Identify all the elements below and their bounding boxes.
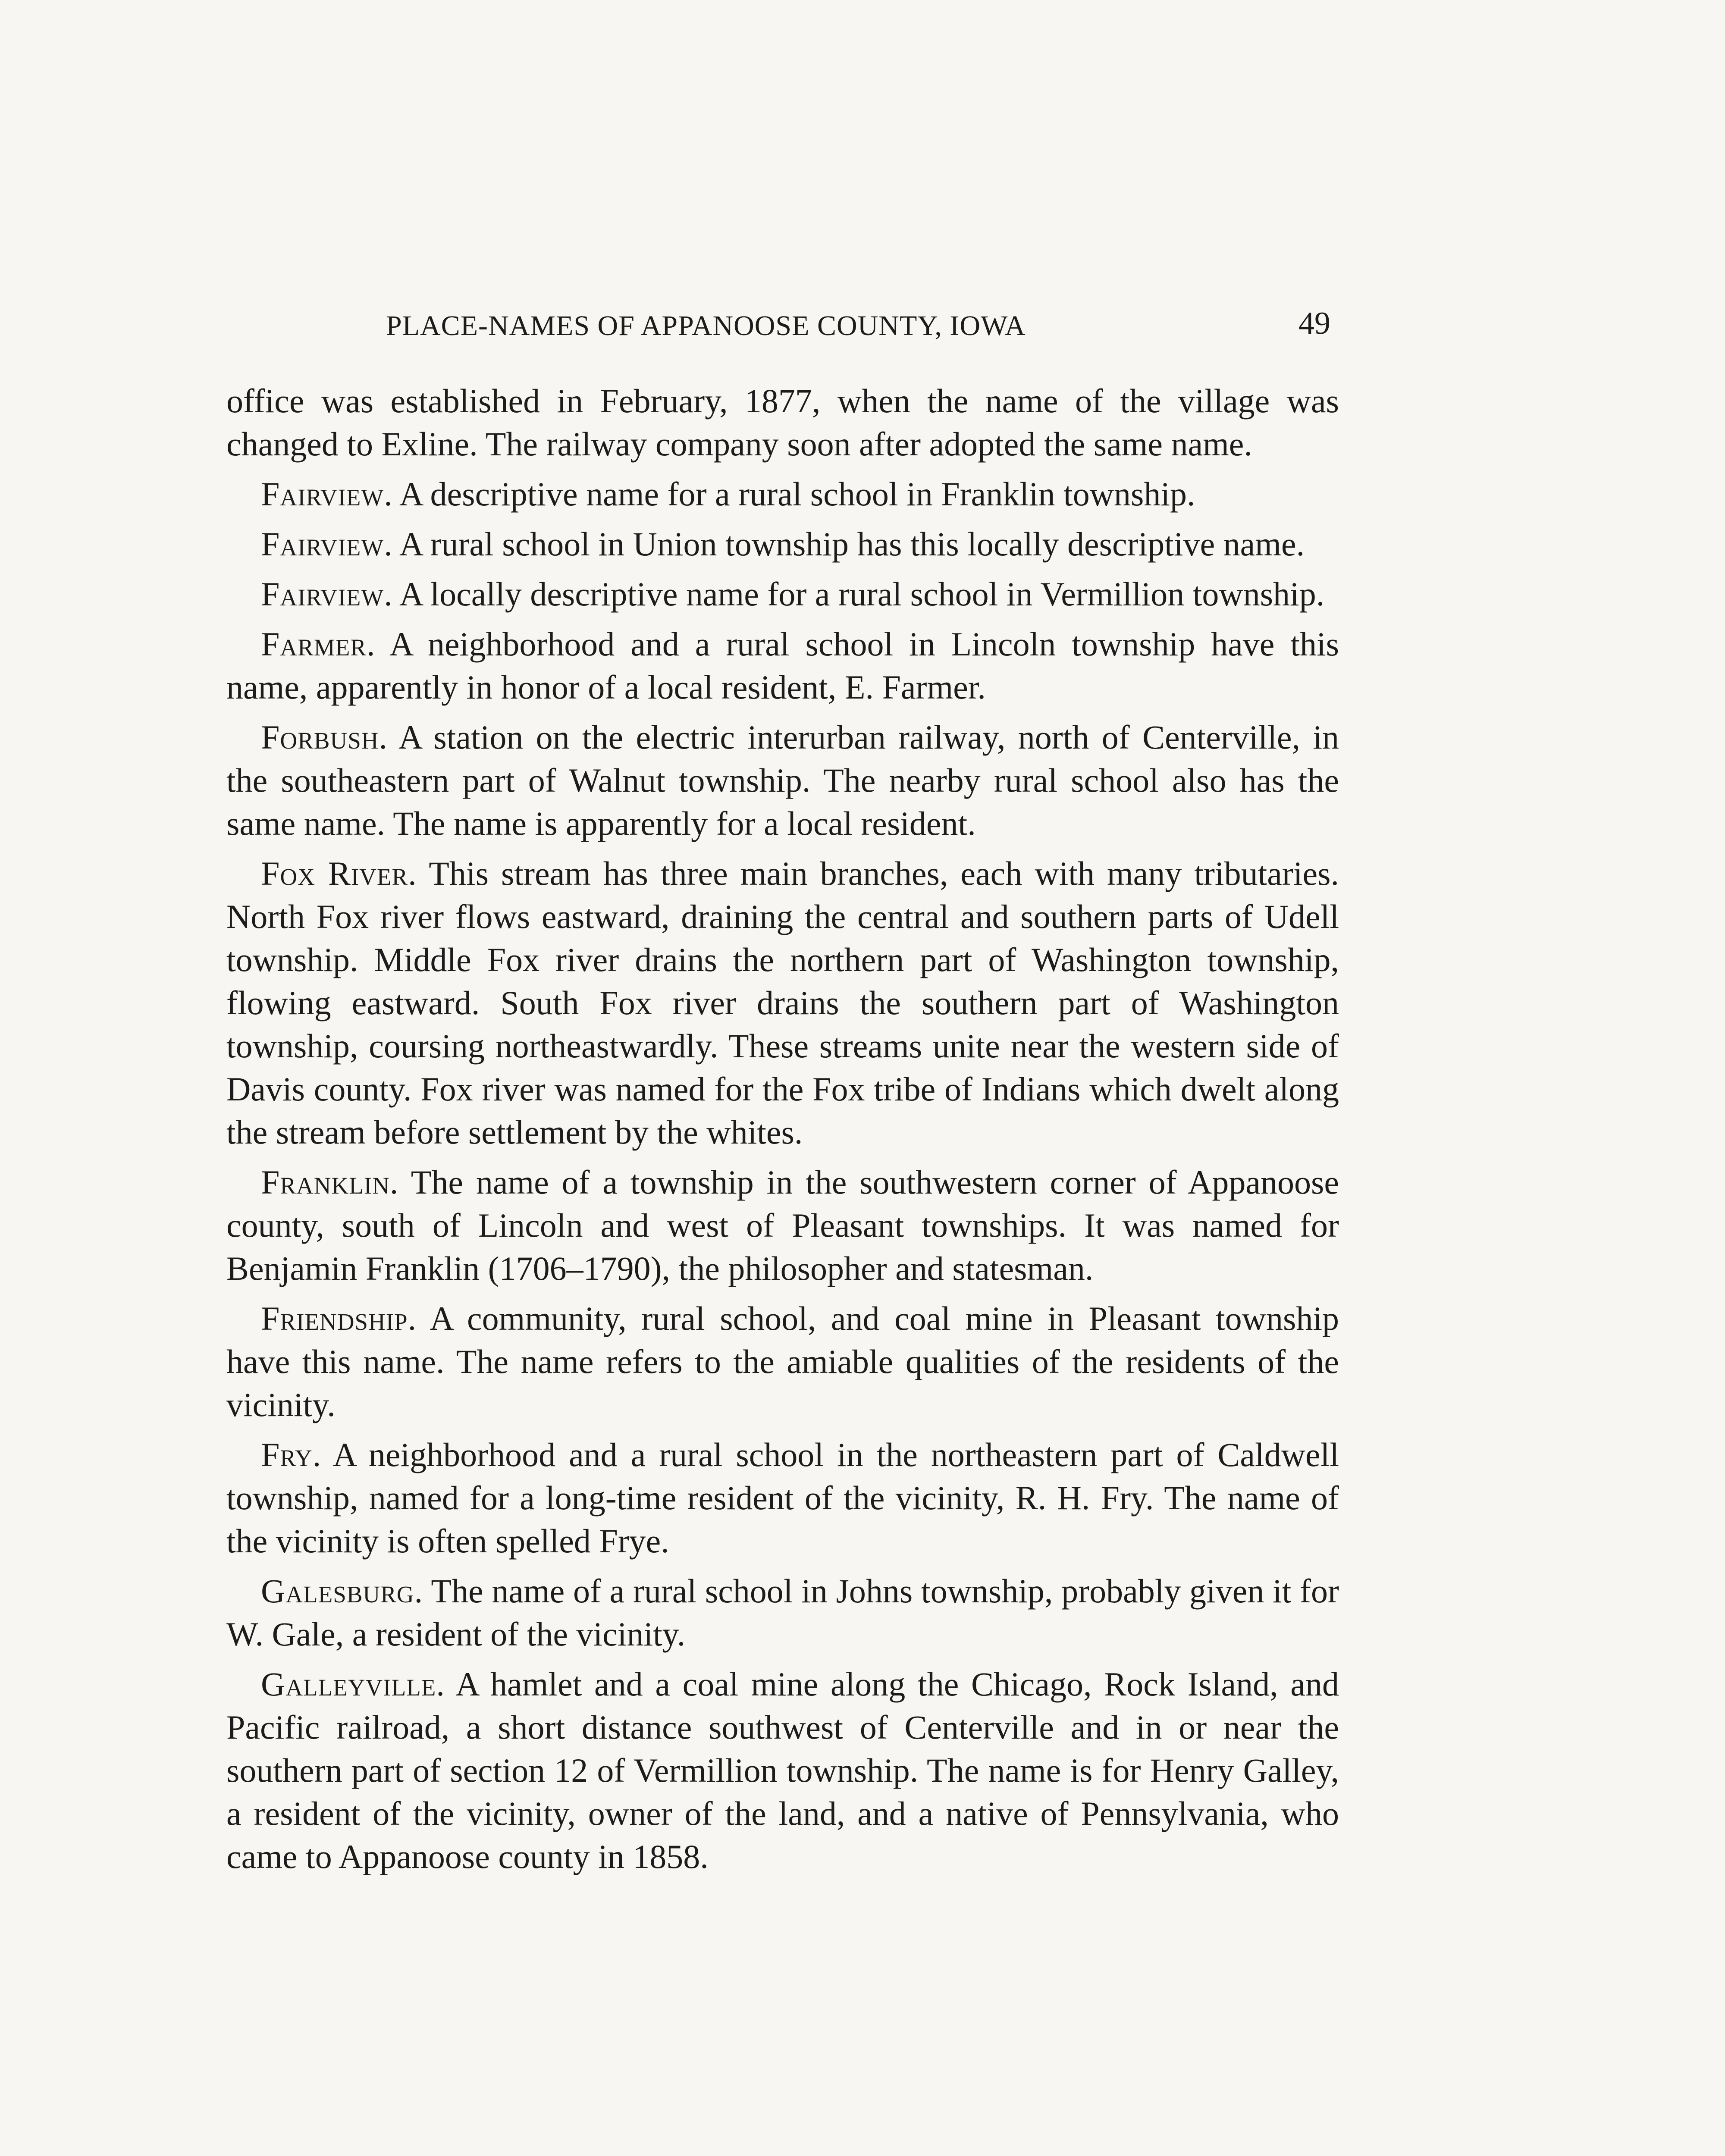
entry-text: A descriptive name for a rural school in Franklin township. (399, 475, 1195, 513)
entry-text: The name of a township in the southwestern corner of Appanoose county, south of Lincoln and west of Pleasant townships. It was named for Benjamin Franklin (1706–1790), the philosopher and statesman. (226, 1163, 1339, 1287)
entry-fox-river (226, 852, 1339, 1154)
entry-text: A neighborhood and a rural school in Lincoln township have this name, apparently in honor of a local resident, E. Farmer. (226, 625, 1339, 706)
entry-term: Fry. (261, 1436, 322, 1473)
entry-term: Forbush. (261, 718, 388, 756)
entry-fairview-franklin (226, 473, 1339, 516)
entry-text: A neighborhood and a rural school in the northeastern part of Caldwell township, named for a long-time resident of the vicinity, R. H. Fry. The name of the vicinity is often spelled Frye. (226, 1436, 1339, 1560)
entry-text: The name of a rural school in Johns township, probably given it for W. Gale, a resident of the vicinity. (226, 1572, 1339, 1653)
page-number: 49 (1298, 306, 1330, 341)
entry-fry (226, 1433, 1339, 1563)
entry-text: A community, rural school, and coal mine in Pleasant township have this name. The name refers to the amiable qualities of the residents of the vicinity. (226, 1300, 1339, 1423)
entry-term: Friendship. (261, 1300, 417, 1337)
entry-term: Fairview. (261, 575, 393, 613)
entry-text: A hamlet and a coal mine along the Chicago, Rock Island, and Pacific railroad, a short distance southwest of Centerville and in or near the southern part of section 12 of Vermillion township. The name is for Henry Galley, a resident of the vicinity, owner of the land, and a native of Pennsylvania, who came to Appanoose county in 1858. (226, 1665, 1339, 1875)
entry-fairview-vermillion (226, 573, 1339, 616)
page-header (226, 306, 1330, 348)
entry-term: Fairview. (261, 475, 393, 513)
entry-term: Galesburg. (261, 1572, 423, 1610)
entry-forbush (226, 716, 1339, 845)
running-title: PLACE-NAMES OF APPANOOSE COUNTY, IOWA (386, 310, 1026, 342)
entry-term: Franklin. (261, 1163, 399, 1201)
entry-fairview-union (226, 523, 1339, 566)
continuation-paragraph: office was established in February, 1877, when the name of the village was changed to Exline. The railway company soon after adopted the same name. (226, 382, 1339, 463)
entry-galleyville (226, 1663, 1339, 1878)
entry-text: A locally descriptive name for a rural school in Vermillion township. (399, 575, 1325, 613)
entry-text: A rural school in Union township has this locally descriptive name. (399, 525, 1305, 563)
entry-galesburg (226, 1570, 1339, 1656)
entry-term: Farmer. (261, 625, 376, 663)
entry-friendship (226, 1297, 1339, 1426)
body-text (226, 379, 1339, 1885)
entry-text: A station on the electric interurban railway, north of Centerville, in the southeastern part of Walnut township. The nearby rural school also has the same name. The name is apparently for a local resident. (226, 718, 1339, 842)
entry-term: Fairview. (261, 525, 393, 563)
entry-farmer (226, 623, 1339, 709)
entry-text: This stream has three main branches, each with many tributaries. North Fox river flows eastward, draining the central and southern parts of Udell township. Middle Fox river drains the northern part of Washington township, flowing eastward. South Fox river drains the southern part of Washington township, coursing northeastwardly. These streams unite near the western side of Davis county. Fox river was named for the Fox tribe of Indians which dwelt along the stream before settlement by the whites. (226, 855, 1339, 1151)
entry-term: Galleyville. (261, 1665, 445, 1703)
entry-franklin (226, 1161, 1339, 1290)
entry-term: Fox River. (261, 855, 417, 892)
